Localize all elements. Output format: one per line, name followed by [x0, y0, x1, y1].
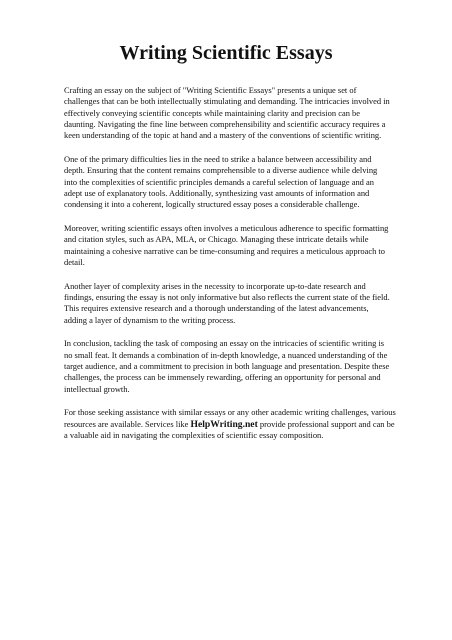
paragraph-research: [64, 281, 428, 326]
paragraph-difficulties: [64, 154, 428, 210]
text-line: into the complexities of scientific principles demands a careful selection of language and an: [64, 176, 374, 187]
text-line: condensing it into a coherent, logically structured essay poses a considerable challenge.: [64, 199, 360, 210]
paragraph-formatting: [64, 223, 428, 268]
text-line: adept use of explanatory tools. Additionally, synthesizing vast amounts of information and: [64, 187, 370, 198]
paragraph-conclusion: [64, 338, 428, 394]
document-body: [64, 85, 428, 454]
text-line: Crafting an essay on the subject of "Writing Scientific Essays" presents a unique set of: [64, 85, 357, 95]
text-line: Another layer of complexity arises in the necessity to incorporate up-to-date research and: [64, 280, 366, 291]
text-line: challenges, the process can be immensely rewarding, offering an opportunity for personal and: [64, 372, 381, 383]
text-line: This requires extensive research and a thorough understanding of the latest advancements,: [64, 303, 369, 314]
text-line: In conclusion, tackling the task of composing an essay on the intricacies of scientific writing is: [64, 338, 385, 349]
text-line: no small feat. It demands a combination of in-depth knowledge, a nuanced understanding of the: [64, 349, 388, 360]
text-line: a valuable aid in navigating the complexities of scientific essay composition.: [64, 429, 324, 440]
closing-text-after: provide professional support and can be: [257, 418, 395, 429]
text-line: One of the primary difficulties lies in the need to strike a balance between accessibility and: [64, 153, 372, 164]
text-line: keen understanding of the topic at hand and a mastery of the conventions of scientific writing.: [64, 130, 382, 141]
text-line: findings, ensuring the essay is not only informative but also reflects the current state of the field.: [64, 291, 390, 302]
text-line: maintaining a cohesive narrative can be time-consuming and requires a meticulous approach to: [64, 245, 385, 256]
text-line: and citation styles, such as APA, MLA, or Chicago. Managing these intricate details while: [64, 234, 369, 245]
text-line: target audience, and a commitment to precision in both language and presentation. Despite these: [64, 360, 390, 371]
text-line: depth. Ensuring that the content remains comprehensible to a diverse audience while delving: [64, 165, 378, 176]
text-line: challenges that can be both intellectually stimulating and demanding. The intricacies involved in: [64, 96, 390, 107]
text-line: intellectual growth.: [64, 383, 130, 394]
paragraph-intro: [64, 85, 428, 141]
text-line: Moreover, writing scientific essays often involves a meticulous adherence to specific formatting: [64, 222, 389, 233]
text-line: effectively conveying scientific concepts while maintaining clarity and precision can be: [64, 107, 360, 118]
text-line: For those seeking assistance with similar essays or any other academic writing challenges, various: [64, 407, 396, 418]
text-line: [64, 419, 428, 430]
helpwriting-brand: HelpWriting.net: [190, 418, 258, 430]
paragraph-closing: [64, 407, 428, 441]
text-line: detail.: [64, 256, 85, 267]
text-line: adding a layer of dynamism to the writing process.: [64, 314, 236, 325]
closing-text-before: resources are available. Services like: [64, 418, 191, 429]
document-title: Writing Scientific Essays: [119, 42, 333, 64]
text-line: daunting. Navigating the fine line between comprehensibility and scientific accuracy requires a: [64, 118, 386, 129]
